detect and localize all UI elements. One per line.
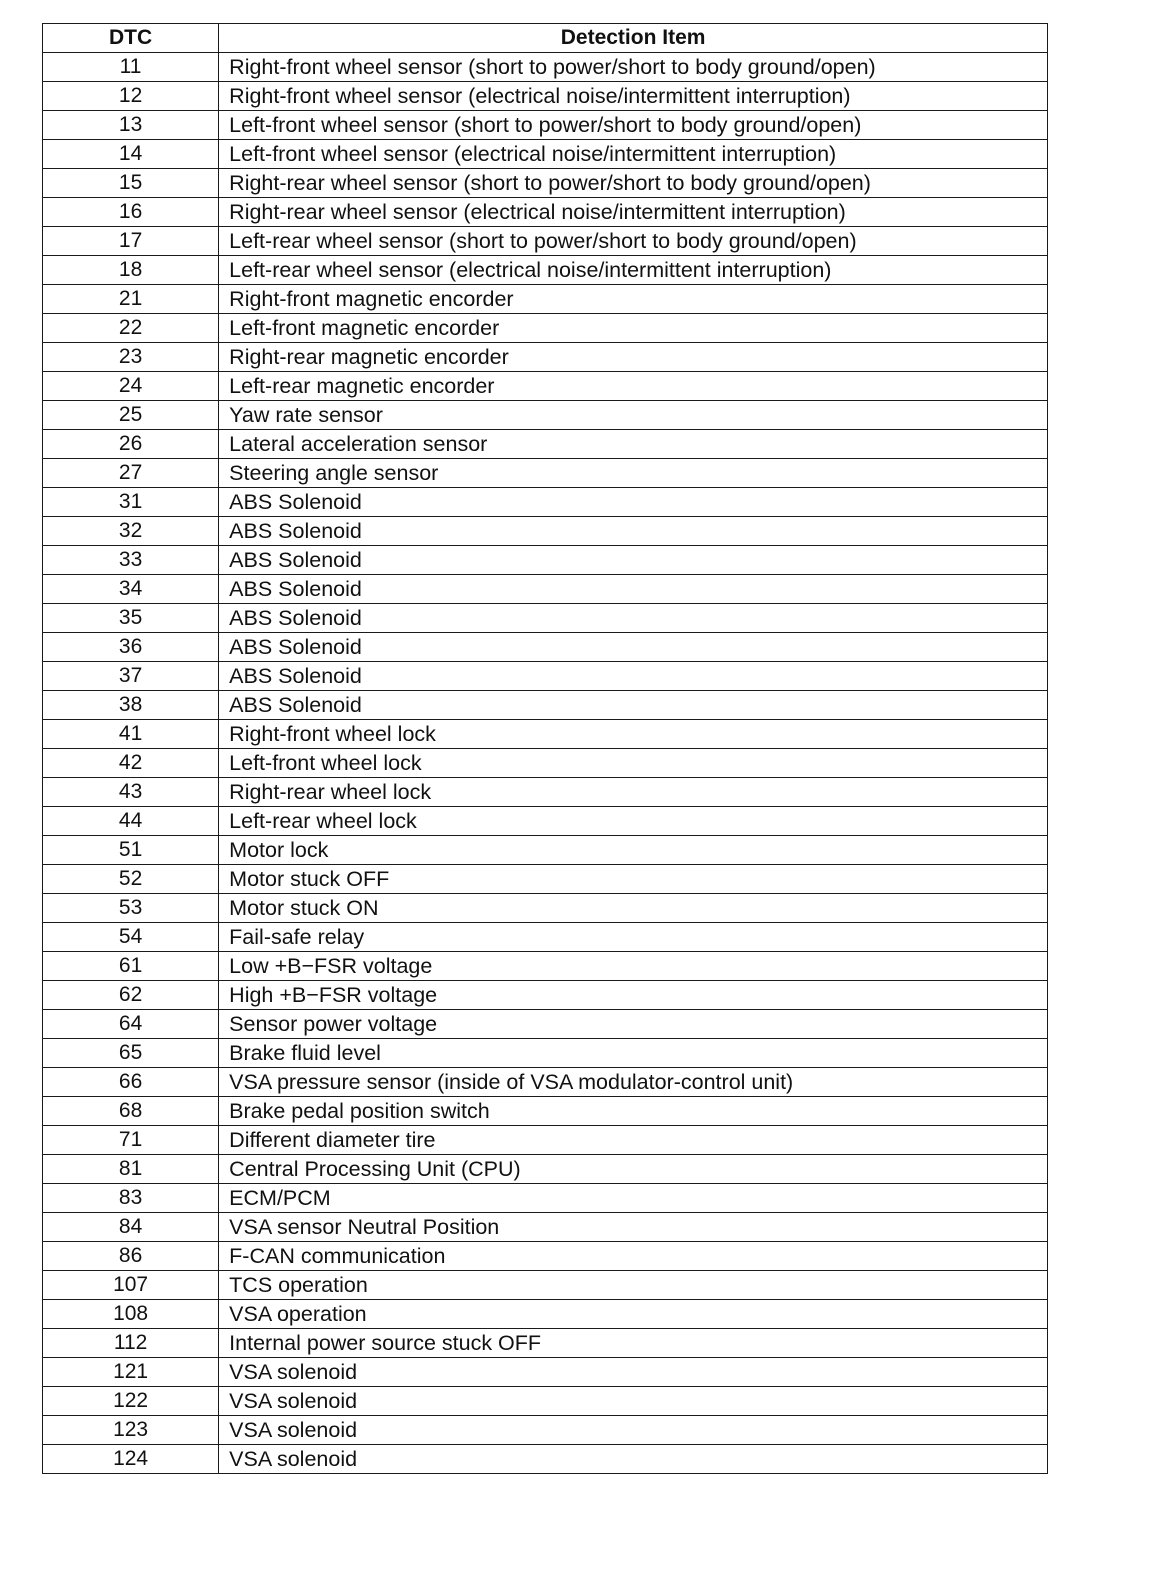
- dtc-code-cell: 12: [43, 82, 219, 111]
- table-row: [43, 604, 1048, 633]
- detection-item-cell: VSA pressure sensor (inside of VSA modulator-control unit): [219, 1068, 1048, 1097]
- detection-item-cell: F-CAN communication: [219, 1242, 1048, 1271]
- dtc-code-cell: 108: [43, 1300, 219, 1329]
- table-row: [43, 923, 1048, 952]
- detection-item-cell: Left-rear wheel lock: [219, 807, 1048, 836]
- dtc-code-cell: 52: [43, 865, 219, 894]
- detection-item-cell: Right-front wheel lock: [219, 720, 1048, 749]
- dtc-code-cell: 33: [43, 546, 219, 575]
- detection-item-cell: Low +B−FSR voltage: [219, 952, 1048, 981]
- column-header-dtc: DTC: [43, 24, 219, 53]
- detection-item-cell: Right-rear wheel sensor (short to power/short to body ground/open): [219, 169, 1048, 198]
- dtc-code-cell: 16: [43, 198, 219, 227]
- dtc-code-cell: 27: [43, 459, 219, 488]
- detection-item-cell: TCS operation: [219, 1271, 1048, 1300]
- detection-item-cell: ABS Solenoid: [219, 691, 1048, 720]
- table-row: [43, 314, 1048, 343]
- detection-item-cell: Steering angle sensor: [219, 459, 1048, 488]
- detection-item-cell: ABS Solenoid: [219, 662, 1048, 691]
- table-body: [43, 53, 1048, 1474]
- table-row: [43, 1097, 1048, 1126]
- table-row: [43, 140, 1048, 169]
- dtc-code-cell: 123: [43, 1416, 219, 1445]
- detection-item-cell: VSA sensor Neutral Position: [219, 1213, 1048, 1242]
- table-row: [43, 1271, 1048, 1300]
- dtc-code-cell: 122: [43, 1387, 219, 1416]
- detection-item-cell: Right-rear wheel lock: [219, 778, 1048, 807]
- table-row: [43, 952, 1048, 981]
- table-row: [43, 517, 1048, 546]
- table-row: [43, 1329, 1048, 1358]
- dtc-code-cell: 23: [43, 343, 219, 372]
- dtc-code-cell: 124: [43, 1445, 219, 1474]
- table-row: [43, 169, 1048, 198]
- table-row: [43, 53, 1048, 82]
- detection-item-cell: Right-front wheel sensor (short to power/short to body ground/open): [219, 53, 1048, 82]
- table-row: [43, 691, 1048, 720]
- dtc-code-cell: 43: [43, 778, 219, 807]
- table-row: [43, 227, 1048, 256]
- dtc-code-cell: 51: [43, 836, 219, 865]
- dtc-code-cell: 71: [43, 1126, 219, 1155]
- dtc-code-cell: 68: [43, 1097, 219, 1126]
- table-row: [43, 488, 1048, 517]
- table-row: [43, 1416, 1048, 1445]
- dtc-code-cell: 83: [43, 1184, 219, 1213]
- table-row: [43, 1126, 1048, 1155]
- dtc-code-cell: 54: [43, 923, 219, 952]
- detection-item-cell: VSA operation: [219, 1300, 1048, 1329]
- dtc-code-cell: 25: [43, 401, 219, 430]
- dtc-code-cell: 121: [43, 1358, 219, 1387]
- detection-item-cell: Central Processing Unit (CPU): [219, 1155, 1048, 1184]
- dtc-code-cell: 84: [43, 1213, 219, 1242]
- detection-item-cell: Motor lock: [219, 836, 1048, 865]
- table-row: [43, 894, 1048, 923]
- dtc-code-cell: 66: [43, 1068, 219, 1097]
- table-row: [43, 865, 1048, 894]
- detection-item-cell: ECM/PCM: [219, 1184, 1048, 1213]
- detection-item-cell: ABS Solenoid: [219, 604, 1048, 633]
- detection-item-cell: ABS Solenoid: [219, 517, 1048, 546]
- detection-item-cell: Left-front magnetic encorder: [219, 314, 1048, 343]
- detection-item-cell: Left-front wheel sensor (short to power/short to body ground/open): [219, 111, 1048, 140]
- detection-item-cell: Right-rear magnetic encorder: [219, 343, 1048, 372]
- dtc-code-cell: 41: [43, 720, 219, 749]
- detection-item-cell: Left-rear magnetic encorder: [219, 372, 1048, 401]
- detection-item-cell: Left-front wheel lock: [219, 749, 1048, 778]
- table-header-row: [43, 24, 1048, 53]
- dtc-code-cell: 81: [43, 1155, 219, 1184]
- table-row: [43, 459, 1048, 488]
- table-row: [43, 198, 1048, 227]
- table-row: [43, 372, 1048, 401]
- detection-item-cell: ABS Solenoid: [219, 575, 1048, 604]
- dtc-code-cell: 35: [43, 604, 219, 633]
- table-row: [43, 575, 1048, 604]
- table-row: [43, 1358, 1048, 1387]
- table-row: [43, 1039, 1048, 1068]
- table-row: [43, 633, 1048, 662]
- dtc-code-cell: 61: [43, 952, 219, 981]
- table-row: [43, 778, 1048, 807]
- table-row: [43, 343, 1048, 372]
- detection-item-cell: Lateral acceleration sensor: [219, 430, 1048, 459]
- dtc-code-cell: 86: [43, 1242, 219, 1271]
- dtc-code-cell: 13: [43, 111, 219, 140]
- dtc-code-cell: 24: [43, 372, 219, 401]
- dtc-code-cell: 38: [43, 691, 219, 720]
- detection-item-cell: Right-front magnetic encorder: [219, 285, 1048, 314]
- detection-item-cell: Brake pedal position switch: [219, 1097, 1048, 1126]
- table-row: [43, 546, 1048, 575]
- table-row: [43, 720, 1048, 749]
- table-row: [43, 749, 1048, 778]
- dtc-code-cell: 21: [43, 285, 219, 314]
- dtc-code-cell: 31: [43, 488, 219, 517]
- dtc-code-cell: 42: [43, 749, 219, 778]
- table-row: [43, 981, 1048, 1010]
- dtc-code-cell: 34: [43, 575, 219, 604]
- detection-item-cell: VSA solenoid: [219, 1416, 1048, 1445]
- dtc-code-cell: 65: [43, 1039, 219, 1068]
- detection-item-cell: Right-rear wheel sensor (electrical noise/intermittent interruption): [219, 198, 1048, 227]
- table-row: [43, 111, 1048, 140]
- table-row: [43, 430, 1048, 459]
- detection-item-cell: Sensor power voltage: [219, 1010, 1048, 1039]
- dtc-code-cell: 17: [43, 227, 219, 256]
- detection-item-cell: Left-rear wheel sensor (short to power/short to body ground/open): [219, 227, 1048, 256]
- table-row: [43, 836, 1048, 865]
- detection-item-cell: VSA solenoid: [219, 1358, 1048, 1387]
- table-row: [43, 256, 1048, 285]
- detection-item-cell: Left-rear wheel sensor (electrical noise/intermittent interruption): [219, 256, 1048, 285]
- dtc-code-cell: 26: [43, 430, 219, 459]
- detection-item-cell: Fail-safe relay: [219, 923, 1048, 952]
- dtc-code-cell: 15: [43, 169, 219, 198]
- table-row: [43, 1068, 1048, 1097]
- detection-item-cell: Motor stuck ON: [219, 894, 1048, 923]
- table-row: [43, 1242, 1048, 1271]
- detection-item-cell: High +B−FSR voltage: [219, 981, 1048, 1010]
- detection-item-cell: Different diameter tire: [219, 1126, 1048, 1155]
- dtc-code-cell: 36: [43, 633, 219, 662]
- detection-item-cell: Left-front wheel sensor (electrical noise/intermittent interruption): [219, 140, 1048, 169]
- detection-item-cell: ABS Solenoid: [219, 633, 1048, 662]
- table-row: [43, 1445, 1048, 1474]
- dtc-code-cell: 112: [43, 1329, 219, 1358]
- detection-item-cell: Internal power source stuck OFF: [219, 1329, 1048, 1358]
- dtc-code-cell: 64: [43, 1010, 219, 1039]
- table-row: [43, 1184, 1048, 1213]
- detection-item-cell: Right-front wheel sensor (electrical noise/intermittent interruption): [219, 82, 1048, 111]
- detection-item-cell: VSA solenoid: [219, 1445, 1048, 1474]
- detection-item-cell: VSA solenoid: [219, 1387, 1048, 1416]
- table-row: [43, 1300, 1048, 1329]
- dtc-code-cell: 14: [43, 140, 219, 169]
- table-row: [43, 285, 1048, 314]
- column-header-detection-item: Detection Item: [219, 24, 1048, 53]
- dtc-code-cell: 22: [43, 314, 219, 343]
- dtc-table: [42, 23, 1048, 1474]
- table-row: [43, 401, 1048, 430]
- detection-item-cell: Yaw rate sensor: [219, 401, 1048, 430]
- dtc-code-cell: 32: [43, 517, 219, 546]
- table-row: [43, 1213, 1048, 1242]
- table-row: [43, 1387, 1048, 1416]
- table-row: [43, 1155, 1048, 1184]
- dtc-code-cell: 37: [43, 662, 219, 691]
- dtc-code-cell: 107: [43, 1271, 219, 1300]
- detection-item-cell: ABS Solenoid: [219, 546, 1048, 575]
- table-row: [43, 807, 1048, 836]
- detection-item-cell: Motor stuck OFF: [219, 865, 1048, 894]
- dtc-code-cell: 44: [43, 807, 219, 836]
- table-row: [43, 82, 1048, 111]
- detection-item-cell: ABS Solenoid: [219, 488, 1048, 517]
- dtc-code-cell: 53: [43, 894, 219, 923]
- table-row: [43, 662, 1048, 691]
- dtc-code-cell: 62: [43, 981, 219, 1010]
- detection-item-cell: Brake fluid level: [219, 1039, 1048, 1068]
- table-row: [43, 1010, 1048, 1039]
- dtc-code-cell: 18: [43, 256, 219, 285]
- dtc-code-cell: 11: [43, 53, 219, 82]
